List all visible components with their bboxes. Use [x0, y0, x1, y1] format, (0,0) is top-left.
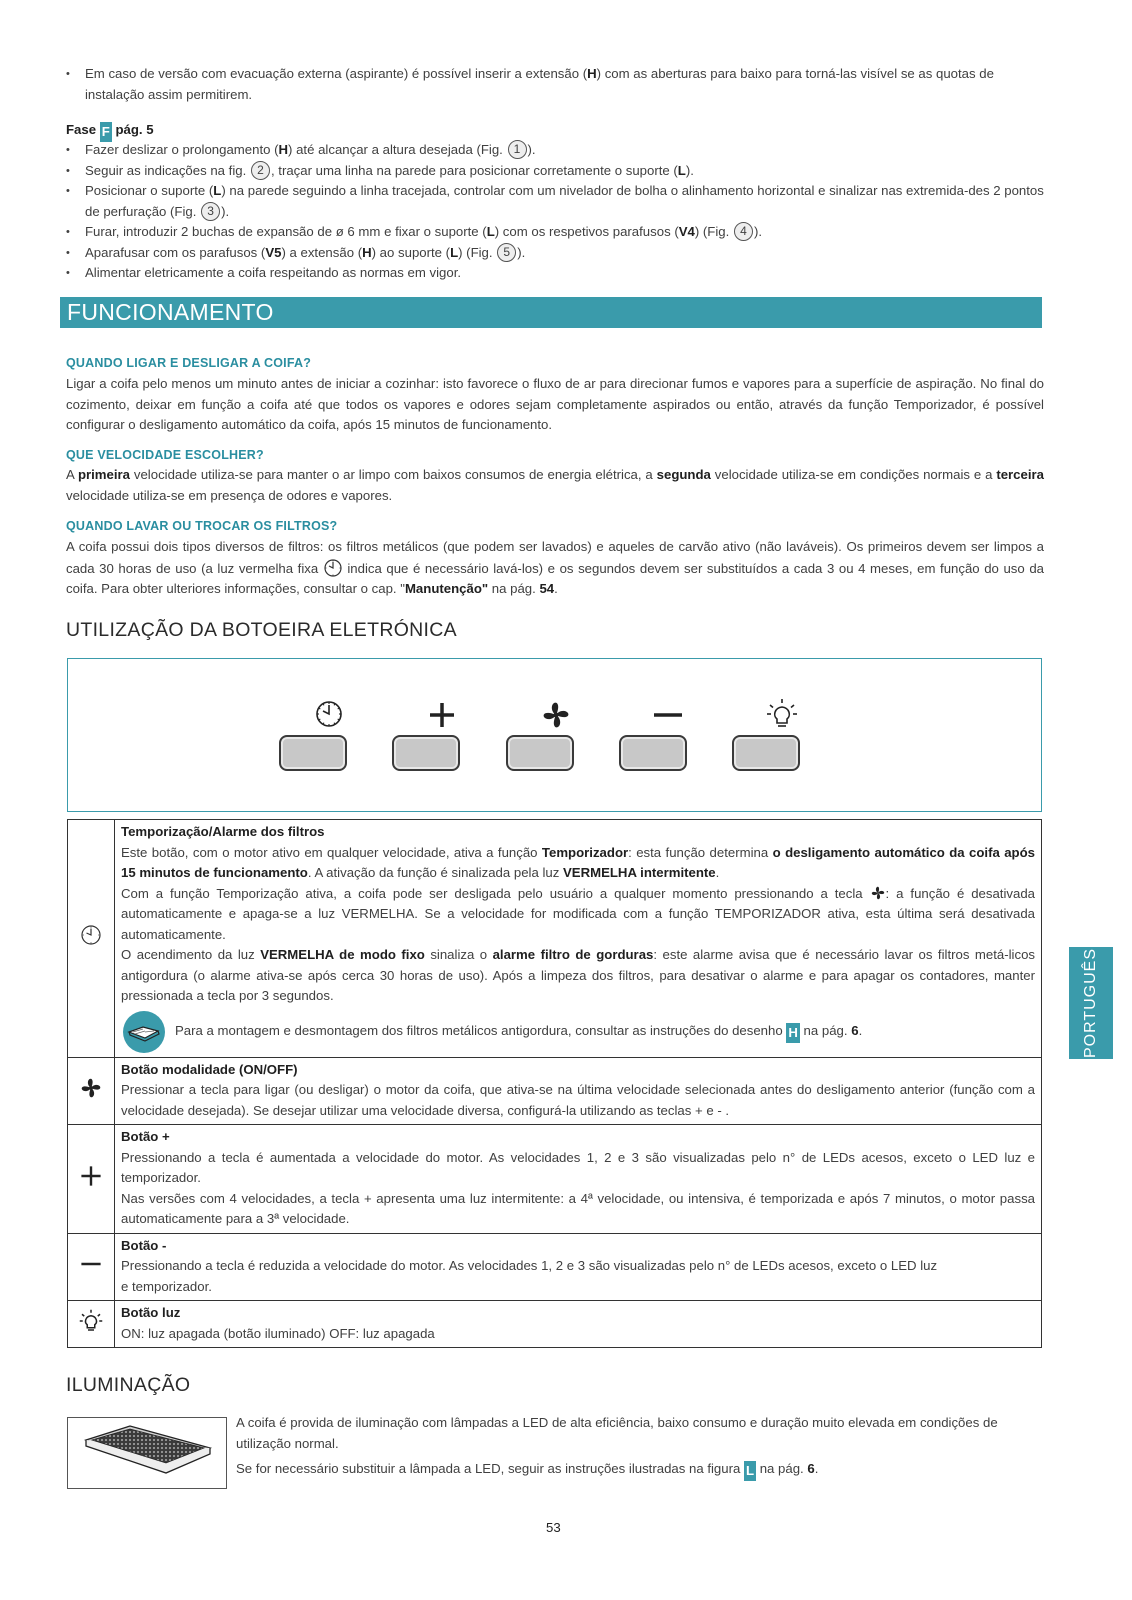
fase-steps	[66, 140, 1044, 284]
clock-icon	[80, 924, 102, 946]
table-row	[68, 1233, 1042, 1301]
row-text: Nas versões com 4 velocidades, a tecla + apresenta uma luz intermitente: a 4ª velocidade, ou intensiva, é temporizada e após 7 minutos, o motor passa automaticamente para a 3ª velocidade.	[121, 1190, 1035, 1226]
clock-icon	[323, 558, 343, 578]
paragraph-iluminacao-2: Se for necessário substituir a lâmpada a LED, seguir as instruções ilustradas na figura L na pág. 6.	[236, 1459, 1044, 1481]
timer-paragraph-1: Este botão, com o motor ativo em qualquer velocidade, ativa a função Temporizador: esta função determina o desligamento automático da coifa após 15 minutos de funcionamento. A ativação da função é sinalizada pela luz VERMELHA intermitente.	[121, 844, 1036, 880]
fan-icon	[79, 1076, 103, 1100]
page-number: 53	[546, 1520, 561, 1535]
table-row	[68, 820, 1042, 1058]
heading-velocidade: QUE VELOCIDADE ESCOLHER?	[66, 448, 264, 462]
row-title: Temporização/Alarme dos filtros	[121, 824, 325, 839]
section-title-funcionamento: FUNCIONAMENTO	[60, 297, 1042, 328]
fan-icon	[540, 699, 572, 731]
fan-key	[506, 735, 574, 771]
function-table	[67, 819, 1042, 1348]
row-text: ON: luz apagada (botão iluminado) OFF: luz apagada	[121, 1325, 435, 1341]
table-row	[68, 1057, 1042, 1125]
row-title: Botão modalidade (ON/OFF)	[121, 1061, 298, 1077]
timer-paragraph-2: Com a função Temporização ativa, a coifa pode ser desligada pelo usuário a qualquer momento pressionando a tecla : a função é desativada automaticamente e apaga-se a luz VERMELHA. Se a velocidade for modificada com a função TEMPORIZADOR ativa, esta última será desativada automaticamente.	[121, 885, 1035, 942]
figure-number: 4	[734, 222, 753, 241]
timer-paragraph-3: O acendimento da luz VERMELHA de modo fixo sinaliza o alarme filtro de gorduras: este alarme avisa que é necessário lavar os filtros metá-licos antigordura (o alarme ativa-se após cerca 30 horas de uso). Após a limpeza dos filtros, para desativar o alarme e para apagar os contadores, manter pressionada a tecla por 3 segundos.	[121, 947, 1036, 1003]
row-title: Botão luz	[121, 1305, 181, 1320]
figure-number: 3	[201, 202, 220, 221]
plus-icon	[79, 1164, 103, 1188]
paragraph-filtros: A coifa possui dois tipos diversos de filtros: os filtros metálicos (que podem ser lavados) e aqueles de carvão ativo (não laváveis). Os primeiros devem ser limpos a cada 30 horas de uso (a luz vermelha fixa indica que é necessário lavá-los) e os segundos devem ser substituídos a cada 3 ou 4 meses, em função do uso da coifa. Para obter ulteriores informações, consultar o cap. "Manutenção" na pág. 54.	[66, 539, 1044, 596]
figure-number: 2	[251, 161, 270, 180]
light-icon	[766, 697, 798, 731]
list-item: • Aparafusar com os parafusos (V5) a extensão (H) ao suporte (L) (Fig. 5 ).	[66, 243, 1044, 264]
fan-icon	[870, 885, 886, 901]
language-side-tab: PORTUGUÊS	[1069, 947, 1113, 1059]
led-panel-image	[68, 1418, 226, 1488]
light-key	[732, 735, 800, 771]
clock-icon	[314, 699, 344, 729]
heading-quando-ligar: QUANDO LIGAR E DESLIGAR A COIFA?	[66, 356, 312, 370]
paragraph-quando-ligar: Ligar a coifa pelo menos um minuto antes de iniciar a cozinhar: isto favorece o fluxo de ar para direcionar fumos e vapores para a superfície de aspiração. No final do cozimento, deixar em função a coifa até que todos os vapores e odores sejam completamente aspirados ou então, através da função Temporizador, é possível configurar o desligamento automático da coifa, após 15 minutos de funcionamento.	[66, 376, 1044, 432]
plus-icon	[427, 700, 457, 730]
list-item: • Fazer deslizar o prolongamento (H) até alcançar a altura desejada (Fig. 1 ).	[66, 140, 1044, 161]
minus-key	[619, 735, 687, 771]
plus-key	[392, 735, 460, 771]
figure-letter-badge: L	[744, 1461, 756, 1481]
heading-iluminacao: ILUMINAÇÃO	[66, 1374, 191, 1396]
control-panel-illustration	[67, 658, 1042, 812]
led-lamp-illustration	[67, 1417, 227, 1489]
fase-letter-badge: F	[100, 122, 112, 142]
list-item: • Alimentar eletricamente a coifa respeitando as normas em vigor.	[66, 263, 1044, 284]
paragraph-velocidade: A primeira velocidade utiliza-se para manter o ar limpo com baixos consumos de energia elétrica, a segunda velocidade utiliza-se em condições normais e a terceira velocidade utiliza-se em presença de odores e vapores.	[66, 467, 1044, 503]
timer-note: Para a montagem e desmontagem dos filtros metálicos antigordura, consultar as instruções do desenho H na pág. 6.	[121, 1010, 1035, 1054]
book-icon	[121, 1010, 167, 1054]
row-text: Pressionando a tecla é reduzida a velocidade do motor. As velocidades 1, 2 e 3 são visualizadas pelo n° de LEDs acesos, exceto o LED luz e temporizador.	[121, 1258, 938, 1294]
heading-botoeira: UTILIZAÇÃO DA BOTOEIRA ELETRÓNICA	[66, 619, 457, 641]
fase-heading: Fase F pág. 5	[66, 120, 154, 142]
figure-number: 1	[508, 140, 527, 159]
figure-number: 5	[497, 243, 516, 262]
table-row	[68, 1125, 1042, 1234]
intro-bullet: • Em caso de versão com evacuação externa (aspirante) é possível inserir a extensão (H) com as aberturas para baixo para torná-las visível se as quotas de instalação assim permitirem.	[66, 64, 1044, 105]
row-text: Pressionando a tecla é aumentada a velocidade do motor. As velocidades 1, 2 e 3 são visualizadas pelo n° de LEDs acesos, exceto o LED luz e temporizador.	[121, 1149, 1035, 1185]
minus-icon	[652, 700, 684, 730]
paragraph-iluminacao-1: A coifa é provida de iluminação com lâmpadas a LED de alta eficiência, baixo consumo e duração muito elevada em condições de utilização normal.	[236, 1415, 998, 1451]
minus-icon	[79, 1252, 103, 1276]
row-title: Botão +	[121, 1129, 170, 1144]
timer-key	[279, 735, 347, 771]
heading-filtros: QUANDO LAVAR OU TROCAR OS FILTROS?	[66, 519, 338, 533]
list-item: • Furar, introduzir 2 buchas de expansão de ø 6 mm e fixar o suporte (L) com os respetivos parafusos (V4) (Fig. 4 ).	[66, 222, 1044, 243]
figure-letter-badge: H	[786, 1023, 800, 1043]
row-title: Botão -	[121, 1237, 167, 1253]
light-icon	[79, 1308, 103, 1334]
intro-list	[66, 64, 1044, 105]
list-item: • Posicionar o suporte (L) na parede seguindo a linha tracejada, controlar com um nivelador de bolha o alinhamento horizontal e sinalizar nas extremida-des 2 pontos de perfuração (Fig. 3 ).	[66, 181, 1044, 222]
list-item: • Seguir as indicações na fig. 2 , traçar uma linha na parede para posicionar corretamente o suporte (L).	[66, 161, 1044, 182]
table-row	[68, 1301, 1042, 1348]
row-text: Pressionar a tecla para ligar (ou desligar) o motor da coifa, que ativa-se na última velocidade selecionada antes do desligamento anterior (função com a velocidade desejada). Se desejar utilizar uma velocidade diversa, configurá-la utilizando as teclas + e - .	[121, 1082, 1035, 1118]
